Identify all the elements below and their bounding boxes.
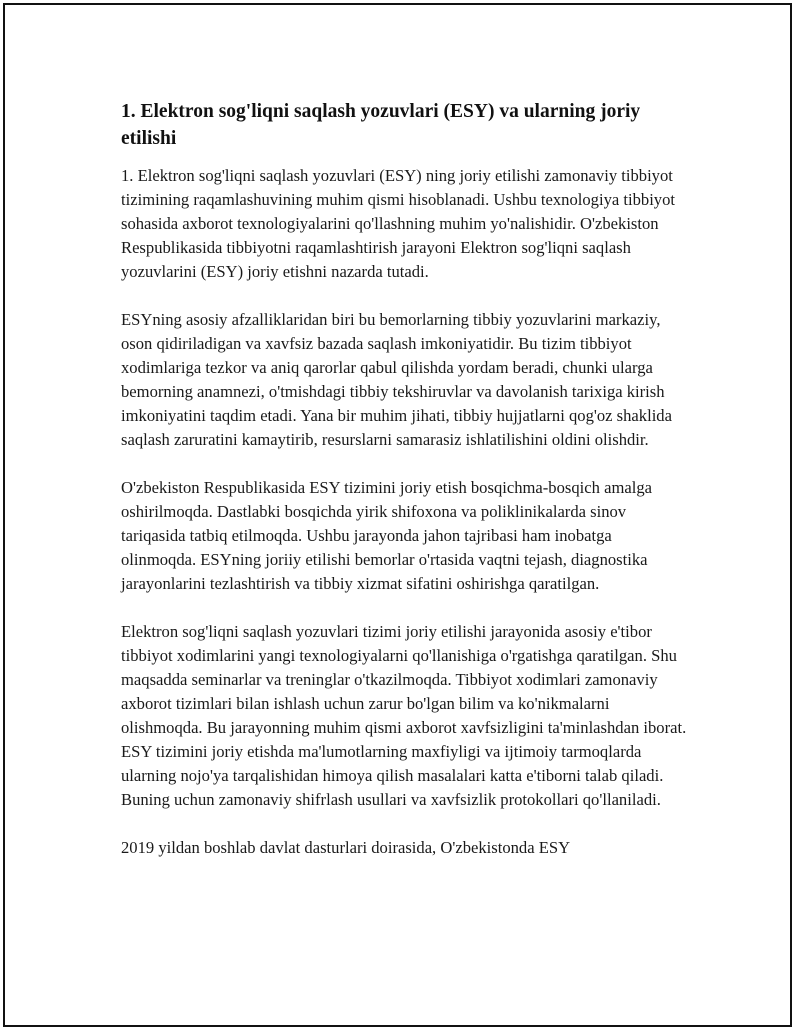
- paragraph-2019: 2019 yildan boshlab davlat dasturlari doirasida, O'zbekistonda ESY: [121, 838, 571, 857]
- document-heading: 1. Elektron sog'liqni saqlash yozuvlari (ESY) va ularning joriy etilishi: [121, 101, 641, 149]
- paragraph-training-security: Elektron sog'liqni saqlash yozuvlari tizimi joriy etilishi jarayonida asosiy e'tibor tibbiyot xodimlarini yangi texnologiyalarni qo'llanishiga o'rgatishga qaratilgan. Shu maqsadda seminarlar va treninglar o'tkazilmoqda. Tibbiyot xodimlari zamonaviy axborot tizimlari bilan ishlash uchun zarur bo'lgan bilim va ko'nikmalarni olishmoqda. Bu jarayonning muhim qismi axborot xavfsizligini ta'minlashdan iborat. ESY tizimini joriy etishda ma'lumotlarning maxfiyligi va ijtimoiy tarmoqlarda ularning nojo'ya tarqalishidan himoya qilish masalalari katta e'tiborni talab qiladi. Buning uchun zamonaviy shifrlash usullari va xavfsizlik protokollari qo'llaniladi.: [121, 622, 687, 809]
- paragraph-advantages: ESYning asosiy afzalliklaridan biri bu bemorlarning tibbiy yozuvlarini markaziy, oson qidiriladigan va xavfsiz bazada saqlash imkoniyatidir. Bu tizim tibbiyot xodimlariga tezkor va aniq qarorlar qabul qilishda yordam beradi, chunki ularga bemorning anamnezi, o'tmishdagi tibbiy tekshiruvlar va davolanish tarixiga kirish imkoniyatini taqdim etadi. Yana bir muhim jihati, tibbiy hujjatlarni qog'oz shaklida saqlash zaruratini kamaytirib, resurslarni samarasiz ishlatilishini oldini olishdir.: [121, 310, 672, 449]
- document-body: [121, 98, 691, 884]
- paragraph-implementation: O'zbekiston Respublikasida ESY tizimini joriy etish bosqichma-bosqich amalga oshirilmoqda. Dastlabki bosqichda yirik shifoxona va poliklinikalarda sinov tariqasida tatbiq etilmoqda. Ushbu jarayonda jahon tajribasi ham inobatga olinmoqda. ESYning joriiy etilishi bemorlar o'rtasida vaqtni tejash, diagnostika jarayonlarini tezlashtirish va tibbiy xizmat sifatini oshirishga qaratilgan.: [121, 478, 652, 593]
- paragraph-intro: 1. Elektron sog'liqni saqlash yozuvlari (ESY) ning joriy etilishi zamonaviy tibbiyot tizimining raqamlashuvining muhim qismi hisoblanadi. Ushbu texnologiya tibbiyot sohasida axborot texnologiyalarini qo'llashning muhim yo'nalishidir. O'zbekiston Respublikasida tibbiyotni raqamlashtirish jarayoni Elektron sog'liqni saqlash yozuvlarini (ESY) joriy etishni nazarda tutadi.: [121, 166, 676, 281]
- page-frame: [3, 3, 792, 1027]
